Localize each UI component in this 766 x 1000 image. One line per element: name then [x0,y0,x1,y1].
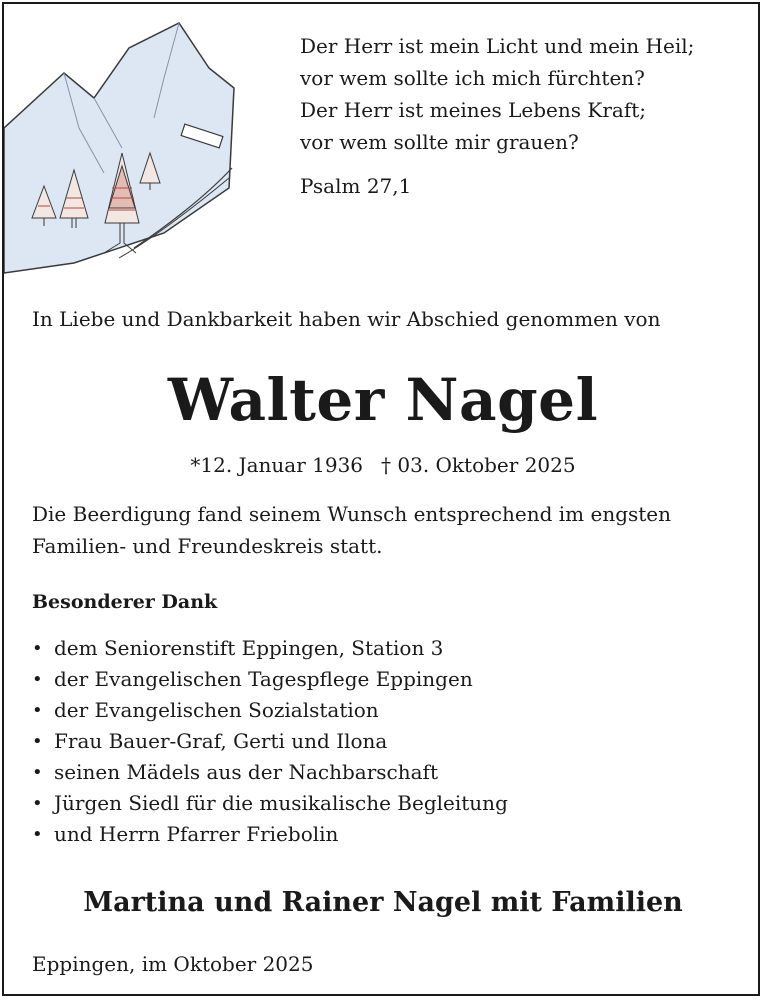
life-dates [0,449,766,481]
intro-text: In Liebe und Dankbarkeit haben wir Abschied genommen von [32,307,661,331]
thanks-heading: Besonderer Dank [32,591,218,613]
bullet: • [32,793,43,814]
list-item [32,819,508,850]
bullet: • [32,731,43,752]
bullet: • [32,700,43,721]
thanks-list [32,633,508,850]
place-and-date: Eppingen, im Oktober 2025 [32,952,314,976]
list-item [32,757,508,788]
list-item-text: dem Seniorenstift Eppingen, Station 3 [54,636,444,660]
family-signature: Martina und Rainer Nagel mit Familien [83,887,683,918]
mountain-trees-icon [4,18,244,278]
verse-line: vor wem sollte mir grauen? [300,130,579,154]
list-item [32,788,508,819]
verse-line: vor wem sollte ich mich fürchten? [300,66,645,90]
bible-verse [300,30,740,158]
list-item-text: Jürgen Siedl für die musikalische Begleitung [54,791,508,815]
birth-date: *12. Januar 1936 [190,453,364,477]
list-item-text: seinen Mädels aus der Nachbarschaft [54,760,438,784]
list-item [32,633,508,664]
bullet: • [32,669,43,690]
list-item-text: und Herrn Pfarrer Friebolin [54,822,339,846]
list-item-text: der Evangelischen Tagespflege Eppingen [54,667,473,691]
bullet: • [32,824,43,845]
funeral-line: Familien- und Freundeskreis statt. [32,534,383,558]
list-item-text: Frau Bauer-Graf, Gerti und Ilona [54,729,388,753]
verse-line: Der Herr ist meines Lebens Kraft; [300,98,646,122]
deceased-name: Walter Nagel [167,366,599,434]
list-item [32,664,508,695]
verse-reference: Psalm 27,1 [300,174,412,198]
list-item-text: der Evangelischen Sozialstation [54,698,379,722]
list-item [32,726,508,757]
bullet: • [32,762,43,783]
funeral-note [32,498,742,562]
list-item [32,695,508,726]
bullet: • [32,638,43,659]
death-date: † 03. Oktober 2025 [381,453,576,477]
verse-line: Der Herr ist mein Licht und mein Heil; [300,34,695,58]
funeral-line: Die Beerdigung fand seinem Wunsch entsprechend im engsten [32,502,672,526]
